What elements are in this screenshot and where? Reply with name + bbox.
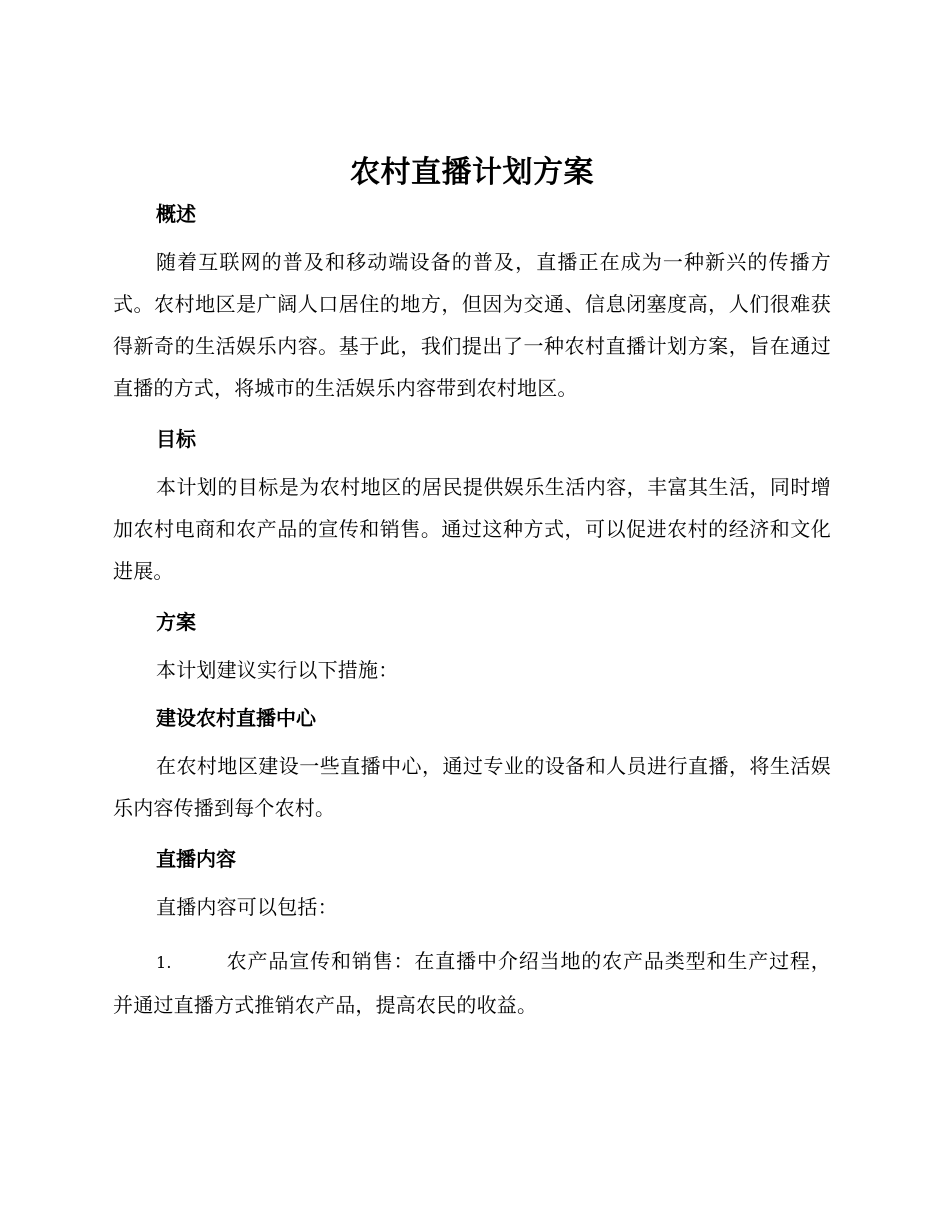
section-heading-overview: 概述	[156, 202, 196, 226]
paragraph-content: 直播内容可以包括：	[156, 895, 338, 919]
paragraph-goal: 本计划的目标是为农村地区的居民提供娱乐生活内容，丰富其生活，同时增加农村电商和农产品的宣传和销售。通过这种方式，可以促进农村的经济和文化进展。	[113, 475, 831, 583]
document-title: 农村直播计划方案	[350, 155, 594, 190]
section-heading-goal: 目标	[156, 427, 196, 451]
paragraph-center: 在农村地区建设一些直播中心，通过专业的设备和人员进行直播，将生活娱乐内容传播到每个农村。	[113, 754, 831, 820]
section-heading-center: 建设农村直播中心	[156, 706, 316, 730]
document-page	[113, 150, 831, 1026]
list-item-text: 农产品宣传和销售：在直播中介绍当地的农产品类型和生产过程，并通过直播方式推销农产品，提高农民的收益。	[113, 949, 831, 1017]
list-item	[113, 940, 831, 1026]
paragraph-plan: 本计划建议实行以下措施：	[156, 658, 399, 682]
list-item-number: 1.	[156, 953, 172, 972]
section-heading-content: 直播内容	[156, 847, 236, 871]
paragraph-overview: 随着互联网的普及和移动端设备的普及，直播正在成为一种新兴的传播方式。农村地区是广阔人口居住的地方，但因为交通、信息闭塞度高，人们很难获得新奇的生活娱乐内容。基于此，我们提出了一种农村直播计划方案，旨在通过直播的方式，将城市的生活娱乐内容带到农村地区。	[113, 250, 831, 400]
section-heading-plan: 方案	[156, 610, 196, 634]
